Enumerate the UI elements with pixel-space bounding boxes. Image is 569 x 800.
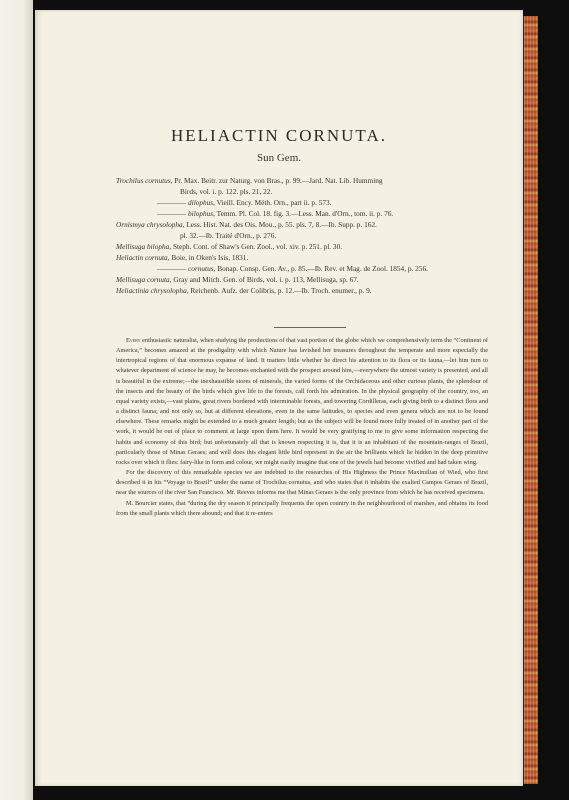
- page-title: HELIACTIN CORNUTA.: [171, 126, 387, 145]
- reference-entry: Mellisuga bilopha, Steph. Cont. of Shaw's Gen. Zool., vol. xiv. p. 251. pl. 30.: [116, 242, 343, 251]
- reference-entry: Heliactinia chrysolopha, Reichenb. Aufz. der Colibris, p. 12.—Ib. Troch. enumer., p. 9.: [116, 286, 372, 295]
- reference-entry: Mellisuga cornuta, Gray and Mitch. Gen. of Birds, vol. i. p. 113, Mellisuga, sp. 67.: [116, 275, 359, 284]
- reference-entry-continued: pl. 32.—Ib. Traité d'Orn., p. 276.: [180, 231, 277, 240]
- paragraph: M. Bourcier states, that “during the dry season it principally frequents the open country in the neighbourhood of marshes, and obtains its food from the small plants which there abound; and that it re-enters: [116, 499, 488, 517]
- reference-entry: ———— bilophus, Temm. Pl. Col. 18. fig. 3.—Less. Man. d'Orn., tom. ii. p. 76.: [157, 209, 394, 218]
- section-divider: [274, 327, 346, 328]
- reference-entry-continued: Birds, vol. i. p. 122. pls. 21, 22.: [180, 187, 273, 196]
- facing-page-edge: [0, 0, 33, 800]
- reference-entry: Trochilus cornutus, Pr. Max. Beitr. zur Naturg. von Bras., p. 99.—Jard. Nat. Lib. Humming: [116, 176, 383, 185]
- synonymy-references: [116, 175, 496, 296]
- reference-entry: Heliactin cornuta, Boie, in Oken's Isis, 1831.: [116, 253, 249, 262]
- body-text: [116, 336, 488, 519]
- paragraph: For the discovery of this remarkable species we are indebted to the researches of His Highness the Prince Maximilian of Wied, who first described it in his “Voyage to Brazil” under the name of Trochilus cornutus, and who states that it inhabits the exalted Campos Geraes of Brazil, near the sources of the river San Francisco. Mr. Reeves informs me that Minas Geraes is the only province from which he has received specimens.: [116, 469, 488, 497]
- gilt-page-edge: [523, 16, 538, 784]
- reference-entry: Ornismya chrysolopha, Less. Hist. Nat. des Ois. Mou., p. 55. pls. 7, 8.—Ib. Supp. p. 162.: [116, 220, 377, 229]
- reference-entry: ———— cornutus, Bonap. Consp. Gen. Av., p. 85.—Ib. Rev. et Mag. de Zool. 1854, p. 256.: [157, 264, 428, 273]
- reference-entry: ———— dilophus, Vieill. Ency. Méth. Orn., part ii. p. 573.: [157, 198, 332, 207]
- book-page: [35, 10, 523, 786]
- page-subtitle: Sun Gem.: [257, 152, 301, 164]
- paragraph: Every enthusiastic naturalist, when studying the productions of that vast portion of the globe which we comprehensively term the “Continent of America,” becomes amazed at the prodigality with which Nature has lavished her treasures throughout the temperate and more especially the intertropical regions of that enormous expanse of land. It matters little whether he direct his attention to its flora or its fauna,—let him turn to whatever department of science he may, he becomes enchanted with the prospect around him,—everywhere the utmost variety is presented, and all is beautiful in the extreme;—the inexhaustible stores of minerals, the varied forms of the Orchidaceous and other curious plants, the splendour of the insects and the beauty of the birds which give life to the forests, call forth his admiration. In the physical geography of the country, too, an equal variety exists,—vast plains, great rivers bordered with interminable forests, and towering Cordilleras, each giving birth to a distinct flora and a distinct fauna; and not only so, but at different elevations, even in the same latitudes, to species and even genera which are not to be found elsewhere. These remarks might be extended to a much greater length; but as the subject will be found more fully treated of in another part of the work, it would be out of place to comment at large upon them here. It would be very gratifying to me to give some information respecting the habits and economy of this bird; but unfortunately all that is known respecting it is, that it is an inhabitant of the mountain-ranges of Brazil, particularly those of Minas Geraes; and well does this elegant little bird represent in the air the brilliants which lie hidden in the deep primitive rocks over which it flies: fairy-like in form and colour, we might easily imagine that one of the jewels had become vivified and had taken wing.: [116, 337, 488, 466]
